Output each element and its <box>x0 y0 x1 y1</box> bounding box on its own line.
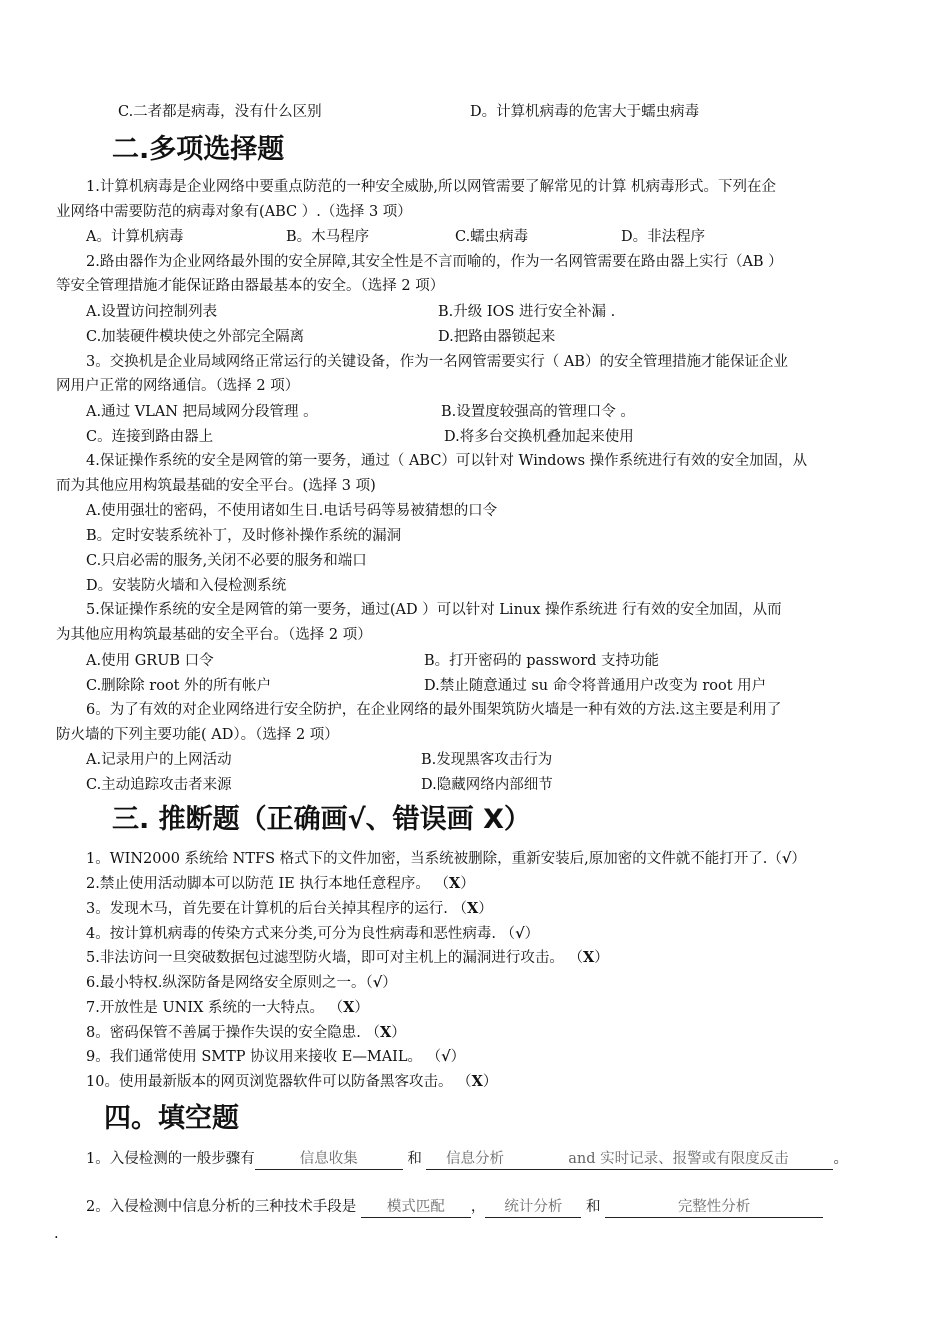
judgment-text: 10。使用最新版本的网页浏览器软件可以防备黑客攻击。 （ <box>86 1074 472 1090</box>
section-heading-fill-blank: 四。填空题 <box>104 1103 239 1134</box>
option-a: A.使用 GRUB 口令 <box>86 653 214 669</box>
judgment-mark: √ <box>781 850 792 867</box>
judgment-item <box>86 998 369 1018</box>
fill-blank-question <box>86 1149 848 1170</box>
fill-blank-text: 2。入侵检测中信息分析的三种技术手段是 <box>86 1199 357 1215</box>
judgment-item <box>86 1072 497 1092</box>
option-d: D.把路由器锁起来 <box>438 329 556 345</box>
section-heading-true-false: 三. 推断题（正确画√、错误画 X） <box>112 804 531 835</box>
fill-blank-text: 1。入侵检测的一般步骤有 <box>86 1151 255 1167</box>
option-a: A。计算机病毒 <box>86 229 184 245</box>
judgment-close: ） <box>594 950 609 966</box>
judgment-mark: √ <box>441 1048 451 1065</box>
option-d: D.禁止随意通过 su 命令将普通用户改变为 root 用户 <box>424 678 767 694</box>
judgment-close: ） <box>478 901 493 917</box>
option-c: C.删除除 root 外的所有帐户 <box>86 678 272 694</box>
judgment-text: 2.禁止使用活动脚本可以防范 IE 执行本地任意程序。 （ <box>86 876 449 892</box>
judgment-close: ） <box>382 975 397 991</box>
question-text: 4.保证操作系统的安全是网管的第一要务，通过（ ABC）可以针对 Windows 操作系统进行有效的安全加固，从 <box>86 453 808 469</box>
question-text: 网用户正常的网络通信。（选择 2 项） <box>56 378 300 394</box>
option-a: A.记录用户的上网活动 <box>86 752 232 768</box>
option-b: B.发现黑客攻击行为 <box>421 752 553 768</box>
judgment-text: 4。按计算机病毒的传染方式来分类,可分为良性病毒和恶性病毒. （ <box>86 926 516 942</box>
question-text: 6。为了有效的对企业网络进行安全防护，在企业网络的最外围架筑防火墙是一种有效的方法.这主要是利用了 <box>86 702 782 718</box>
option-d: D。安装防火墙和入侵检测系统 <box>86 578 287 594</box>
question-text: 2.路由器作为企业网络最外围的安全屏障,其安全性是不言而喻的，作为一名网管需要在路由器上实行（AB ） <box>86 254 783 270</box>
question-text: 为其他应用构筑最基础的安全平台。（选择 2 项） <box>56 627 372 643</box>
judgment-close: ） <box>791 851 806 867</box>
answer-blank: and 实时记录、报警或有限度反击 <box>523 1149 833 1170</box>
answer-blank: 模式匹配 <box>361 1197 471 1218</box>
judgment-item <box>86 1023 406 1043</box>
option-c: C.加装硬件模块使之外部完全隔离 <box>86 329 305 345</box>
judgment-mark: √ <box>372 974 383 991</box>
question-text: 1.计算机病毒是企业网络中要重点防范的一种安全威胁,所以网管需要了解常见的计算 机病毒形式。下列在企 <box>86 179 777 195</box>
answer-blank: 信息分析 <box>426 1149 523 1170</box>
judgment-mark: X <box>343 999 355 1016</box>
question-text: 等安全管理措施才能保证路由器最基本的安全。（选择 2 项） <box>56 278 445 294</box>
judgment-text: 9。我们通常使用 SMTP 协议用来接收 E—MAIL。 （ <box>86 1049 442 1065</box>
judgment-close: ） <box>524 926 540 942</box>
question-text: 5.保证操作系统的安全是网管的第一要务，通过(AD ）可以针对 Linux 操作系统进 行有效的安全加固，从而 <box>86 602 782 618</box>
option-c: C.蠕虫病毒 <box>455 229 529 245</box>
judgment-close: ） <box>460 876 475 892</box>
judgment-item <box>86 874 475 894</box>
option-b: B。定时安装系统补丁，及时修补操作系统的漏洞 <box>86 528 402 544</box>
option-c: C。连接到路由器上 <box>86 429 214 445</box>
option-c: C.二者都是病毒，没有什么区别 <box>118 104 322 120</box>
fill-blank-text: ， <box>470 1199 486 1215</box>
judgment-text: 8。密码保管不善属于操作失误的安全隐患. （ <box>86 1025 380 1041</box>
option-d: D.将多台交换机叠加起来使用 <box>444 429 634 445</box>
judgment-text: 7.开放性是 UNIX 系统的一大特点。 （ <box>86 1000 344 1016</box>
option-d: D。计算机病毒的危害大于蠕虫病毒 <box>470 104 700 120</box>
judgment-item <box>86 849 806 869</box>
judgment-mark: X <box>466 900 479 917</box>
judgment-mark: X <box>471 1073 483 1090</box>
judgment-text: 1。WIN2000 系统给 NTFS 格式下的文件加密，当系统被删除，重新安装后,原加密的文件就不能打开了.（ <box>86 851 782 867</box>
judgment-mark: √ <box>515 925 525 942</box>
answer-blank: 统计分析 <box>485 1197 581 1218</box>
judgment-item <box>86 1047 465 1067</box>
judgment-close: ） <box>482 1074 498 1090</box>
option-d: D.隐藏网络内部细节 <box>421 777 553 793</box>
judgment-close: ） <box>391 1025 406 1041</box>
option-b: B.设置度较强高的管理口令 。 <box>441 404 635 420</box>
option-b: B。打开密码的 password 支持功能 <box>424 653 660 669</box>
fill-blank-text: 和 <box>585 1199 601 1215</box>
option-a: A.使用强壮的密码，不使用诸如生日.电话号码等易被猜想的口令 <box>86 503 498 519</box>
judgment-text: 3。发现木马，首先要在计算机的后台关掉其程序的运行. （ <box>86 901 467 917</box>
judgment-text: 6.最小特权.纵深防备是网络安全原则之一。（ <box>86 975 373 991</box>
question-text: 防火墙的下列主要功能( AD）。（选择 2 项） <box>56 727 339 743</box>
option-b: B。木马程序 <box>286 229 370 245</box>
option-d: D。非法程序 <box>621 229 706 245</box>
question-text: 业网络中需要防范的病毒对象有(ABC ）.（选择 3 项） <box>56 204 412 220</box>
fill-blank-text: 和 <box>407 1151 422 1167</box>
section-heading-multiple-choice: 二.多项选择题 <box>112 134 285 165</box>
judgment-item <box>86 924 539 944</box>
judgment-mark: X <box>379 1024 392 1041</box>
judgment-mark: X <box>448 875 461 892</box>
option-c: C.主动追踪攻击者来源 <box>86 777 232 793</box>
answer-blank: 完整性分析 <box>605 1197 823 1218</box>
judgment-close: ） <box>450 1049 466 1065</box>
end-mark: . <box>54 1226 59 1242</box>
judgment-item <box>86 899 493 919</box>
answer-blank: 信息收集 <box>255 1149 403 1170</box>
option-a: A.设置访问控制列表 <box>86 304 218 320</box>
question-text: 3。交换机是企业局域网络正常运行的关键设备，作为一名网管需要实行（ AB）的安全管理措施才能保证企业 <box>86 354 788 370</box>
option-a: A.通过 VLAN 把局域网分段管理 。 <box>86 404 318 420</box>
judgment-mark: X <box>582 949 595 966</box>
question-text: 而为其他应用构筑最基础的安全平台。(选择 3 项) <box>56 478 376 494</box>
option-c: C.只启必需的服务,关闭不必要的服务和端口 <box>86 553 367 569</box>
fill-blank-question <box>86 1197 823 1218</box>
judgment-item <box>86 948 609 968</box>
judgment-item <box>86 973 397 993</box>
judgment-close: ） <box>354 1000 369 1016</box>
option-b: B.升级 IOS 进行安全补漏 . <box>438 304 616 320</box>
fill-blank-text: 。 <box>833 1151 848 1167</box>
judgment-text: 5.非法访问一旦突破数据包过滤型防火墙，即可对主机上的漏洞进行攻击。 （ <box>86 950 583 966</box>
